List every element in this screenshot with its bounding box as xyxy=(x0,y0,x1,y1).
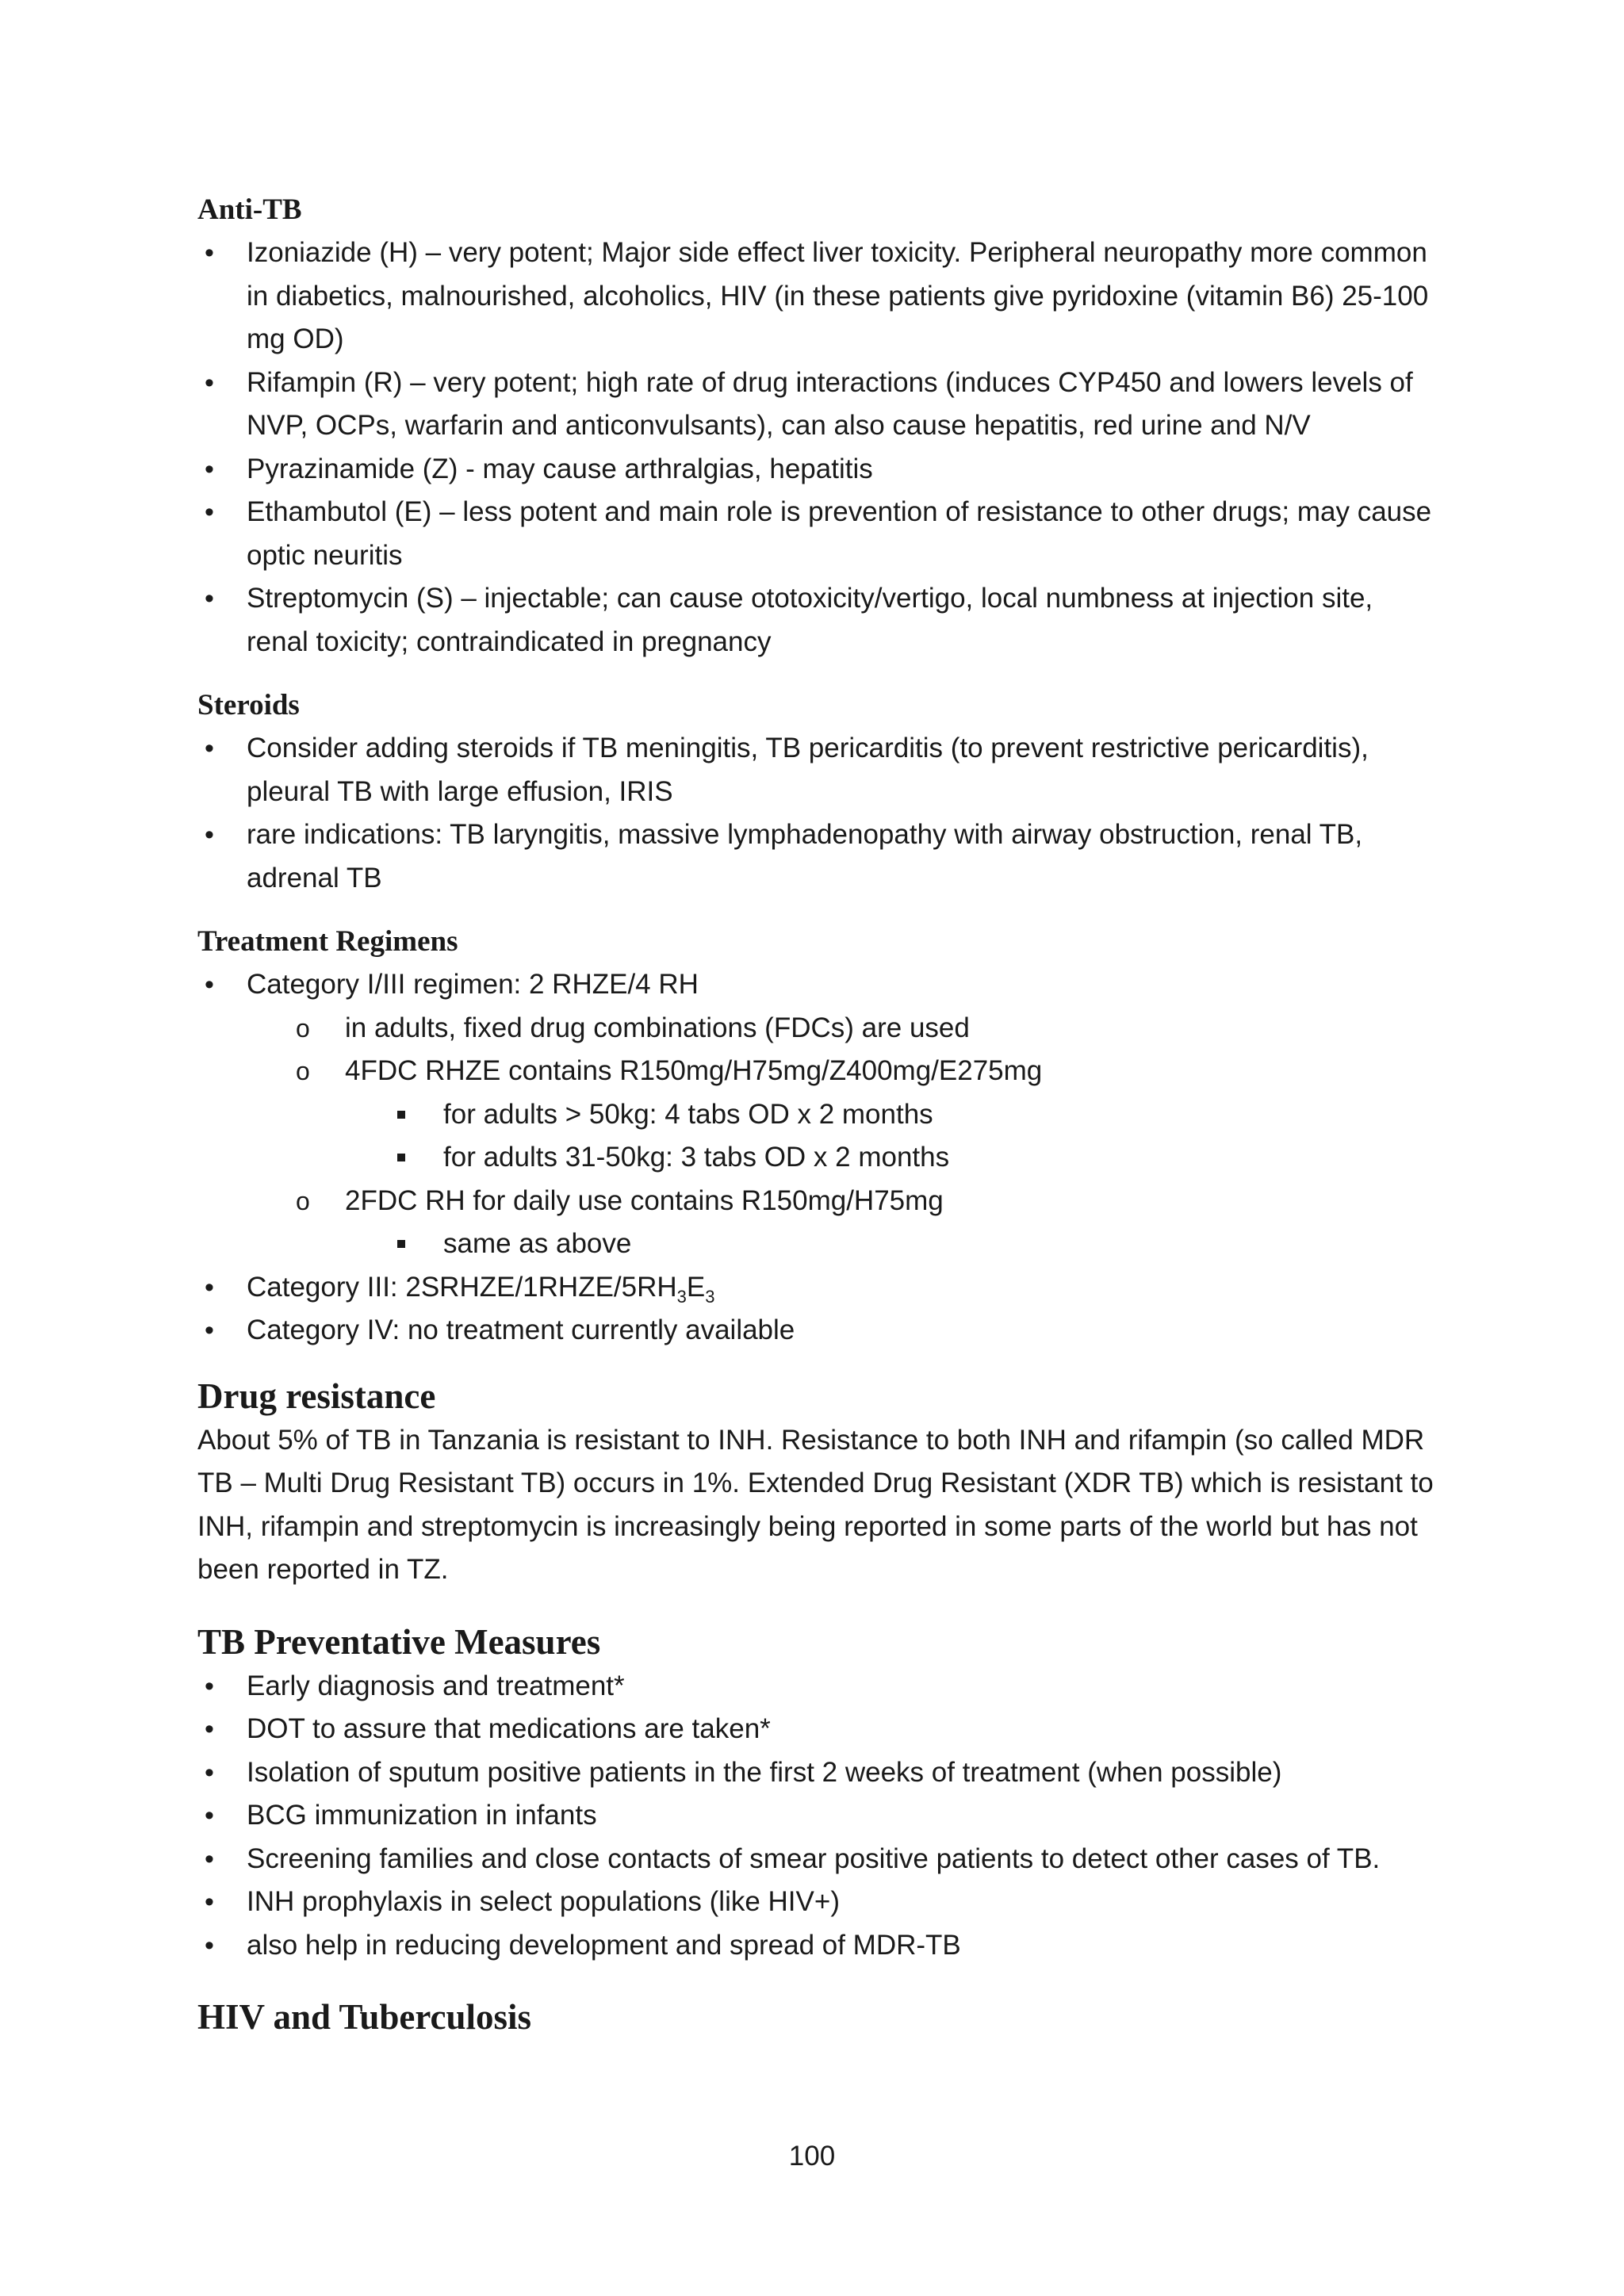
list-item: for adults > 50kg: 4 tabs OD x 2 months xyxy=(197,1093,1434,1137)
subscript: 3 xyxy=(705,1286,715,1307)
heading-steroids: Steroids xyxy=(197,689,300,721)
list-item: • Rifampin (R) – very potent; high rate of drug interactions (induces CYP450 and lowers levels of NVP, OCPs, warfarin and anticonvulsants), can also cause hepatitis, red urine and N/V xyxy=(197,362,1434,448)
regimens-list xyxy=(197,963,1434,1007)
heading-treatment-regimens: Treatment Regimens xyxy=(197,925,458,958)
list-item: • Category IV: no treatment currently available xyxy=(197,1309,1434,1353)
list-item: o in adults, fixed drug combinations (FDCs) are used xyxy=(197,1007,1434,1050)
list-item: • DOT to assure that medications are taken* xyxy=(197,1708,1434,1751)
category-iii-text: Category III: 2SRHZE/1RHZE/5RH xyxy=(247,1271,677,1303)
anti-tb-list xyxy=(197,232,1434,664)
list-item: same as above xyxy=(197,1223,1434,1266)
heading-hiv-and-tuberculosis: HIV and Tuberculosis xyxy=(197,1997,532,2037)
list-item: • Early diagnosis and treatment* xyxy=(197,1665,1434,1709)
page-number: 100 xyxy=(788,2141,836,2172)
page-content xyxy=(197,189,1434,2040)
heading-tb-preventative-measures: TB Preventative Measures xyxy=(197,1621,601,1662)
list-item: • Screening families and close contacts of smear positive patients to detect other cases of TB. xyxy=(197,1838,1434,1881)
list-item xyxy=(197,1266,1434,1310)
steroids-list xyxy=(197,727,1434,900)
list-item: • Isolation of sputum positive patients in the first 2 weeks of treatment (when possible) xyxy=(197,1751,1434,1795)
list-item: • INH prophylaxis in select populations (like HIV+) xyxy=(197,1881,1434,1924)
list-item: • also help in reducing development and spread of MDR-TB xyxy=(197,1924,1434,1968)
list-item: • Streptomycin (S) – injectable; can cause ototoxicity/vertigo, local numbness at injection site, renal toxicity; contraindicated in pregnancy xyxy=(197,577,1434,664)
list-item: o 4FDC RHZE contains R150mg/H75mg/Z400mg/E275mg xyxy=(197,1050,1434,1093)
regimens-list xyxy=(197,1266,1434,1353)
regimens-sublist xyxy=(197,1180,1434,1223)
list-item: • rare indications: TB laryngitis, massive lymphadenopathy with airway obstruction, renal TB, adrenal TB xyxy=(197,813,1434,900)
heading-drug-resistance: Drug resistance xyxy=(197,1376,436,1416)
category-iii-text: E xyxy=(686,1271,706,1303)
regimens-subsublist xyxy=(197,1223,1434,1266)
list-item: for adults 31-50kg: 3 tabs OD x 2 months xyxy=(197,1136,1434,1180)
heading-anti-tb: Anti-TB xyxy=(197,193,302,226)
list-item: • BCG immunization in infants xyxy=(197,1794,1434,1838)
regimens-subsublist xyxy=(197,1093,1434,1180)
list-item: • Pyrazinamide (Z) - may cause arthralgias, hepatitis xyxy=(197,448,1434,492)
list-item: • Category I/III regimen: 2 RHZE/4 RH xyxy=(197,963,1434,1007)
regimens-sublist xyxy=(197,1007,1434,1093)
drug-resistance-paragraph: About 5% of TB in Tanzania is resistant to INH. Resistance to both INH and rifampin (so called MDR TB – Multi Drug Resistant TB) occurs in 1%. Extended Drug Resistant (XDR TB) which is resistant to INH, rifampin and streptomycin is increasingly being reported in some parts of the world but has not been reported in TZ. xyxy=(197,1424,1434,1585)
list-item: • Ethambutol (E) – less potent and main role is prevention of resistance to other drugs; may cause optic neuritis xyxy=(197,491,1434,577)
list-item: o 2FDC RH for daily use contains R150mg/H75mg xyxy=(197,1180,1434,1223)
list-item: • Consider adding steroids if TB meningitis, TB pericarditis (to prevent restrictive pericarditis), pleural TB with large effusion, IRIS xyxy=(197,727,1434,813)
subscript: 3 xyxy=(676,1286,687,1307)
prevention-list xyxy=(197,1665,1434,1968)
list-item: • Izoniazide (H) – very potent; Major side effect liver toxicity. Peripheral neuropathy more common in diabetics, malnourished, alcoholics, HIV (in these patients give pyridoxine (vitamin B6) 25-100 mg OD) xyxy=(197,232,1434,362)
